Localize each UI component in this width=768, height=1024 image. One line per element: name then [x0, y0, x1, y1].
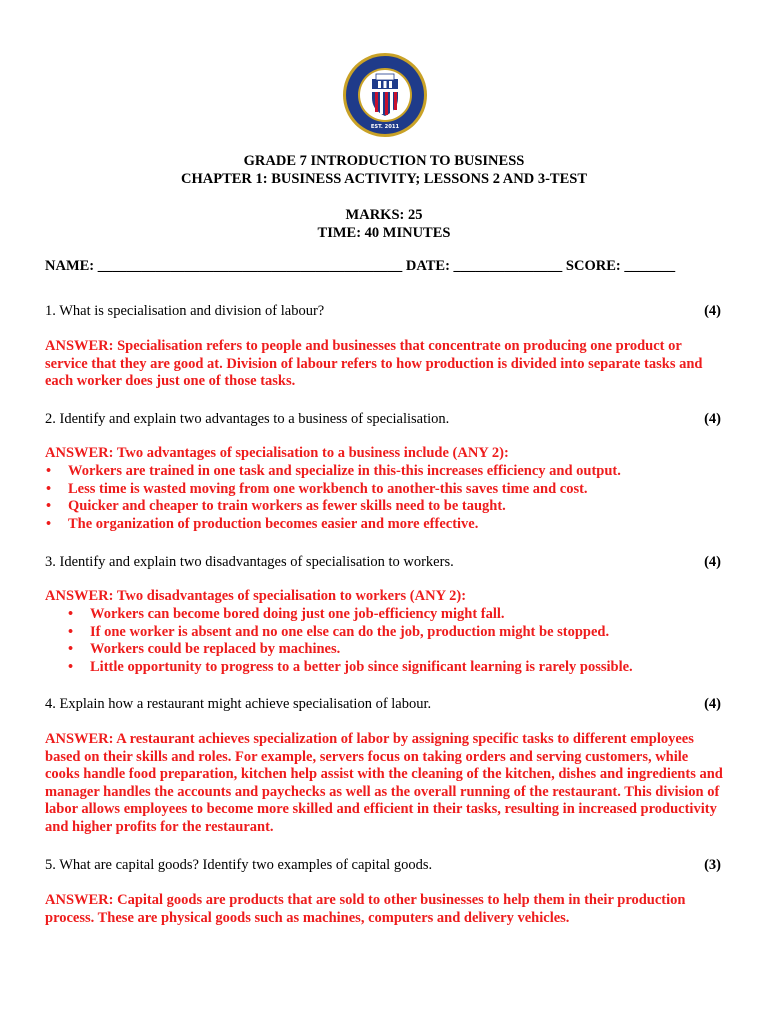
question-5 — [45, 856, 721, 874]
question-4-text: 4. Explain how a restaurant might achieve specialisation of labour. — [45, 696, 432, 712]
question-1-marks: (4) — [704, 303, 721, 319]
list-item: • Workers can become bored doing just one job-efficiency might fall. — [68, 606, 505, 622]
seal-text-bottom: EST. 2011 — [370, 124, 400, 130]
header-marks: MARKS: 25 — [345, 207, 423, 223]
bullet-icon: • — [68, 658, 74, 675]
question-4-marks: (4) — [704, 696, 721, 712]
answer-2-bullets — [46, 463, 621, 533]
question-1-text: 1. What is specialisation and division of labour? — [45, 303, 325, 319]
question-4 — [45, 695, 721, 713]
answer-4: ANSWER: A restaurant achieves specialization of labor by assigning specific tasks to different employees based on their skills and roles. For example, servers focus on taking orders and serving customers, while cooks handle food preparation, kitchen help assist with the cleaning of the kitchen, dishes and ingredients and manager handles the accounts and paychecks as well as the overall running of the restaurant. This division of labor allows employees to become more skilled and efficient in their tasks, resulting in increased productivity and higher profits for the restaurant. — [45, 731, 723, 835]
bullet-icon: • — [68, 606, 74, 622]
question-5-text: 5. What are capital goods? Identify two examples of capital goods. — [45, 857, 433, 873]
question-3 — [45, 553, 721, 571]
list-item: • If one worker is absent and no one else can do the job, production might be stopped. — [68, 623, 610, 640]
header-grade: GRADE 7 INTRODUCTION TO BUSINESS — [243, 153, 525, 169]
bullet-icon: • — [68, 641, 74, 658]
question-1 — [45, 302, 721, 320]
bullet-icon: • — [46, 498, 52, 515]
bullet-icon: • — [46, 463, 52, 479]
question-2-text: 2. Identify and explain two advantages to a business of specialisation. — [45, 411, 450, 427]
school-seal-logo — [342, 48, 497, 138]
list-item: • Quicker and cheaper to train workers as fewer skills need to be taught. — [46, 498, 506, 515]
list-item: • Workers are trained in one task and specialize in this-this increases efficiency and output. — [46, 463, 621, 479]
header-chapter: CHAPTER 1: BUSINESS ACTIVITY; LESSONS 2 AND 3-TEST — [181, 171, 587, 187]
question-2 — [45, 410, 721, 428]
question-5-marks: (3) — [704, 857, 721, 873]
answer-3-bullets — [68, 606, 633, 676]
question-3-text: 3. Identify and explain two disadvantages of specialisation to workers. — [45, 554, 454, 570]
list-item: • Little opportunity to progress to a better job since significant learning is rarely possible. — [68, 658, 633, 675]
list-item: • Less time is wasted moving from one workbench to another-this saves time and cost. — [46, 480, 588, 497]
name-date-score-line: NAME: __________________________________________ DATE: _______________ SCORE: _______ — [45, 258, 676, 274]
answer-2: ANSWER: Two advantages of specialisation to a business include (ANY 2): — [45, 445, 509, 461]
bullet-icon: • — [68, 623, 74, 640]
seal-text-top: AMERICAN STANDARD INTERNATIONAL SCHOOL — [342, 48, 497, 54]
list-item: • Workers could be replaced by machines. — [68, 641, 341, 658]
header-time: TIME: 40 MINUTES — [317, 225, 451, 241]
question-3-marks: (4) — [704, 554, 721, 570]
list-item: • The organization of production becomes easier and more effective. — [46, 515, 479, 532]
answer-3: ANSWER: Two disadvantages of specialisation to workers (ANY 2): — [45, 588, 467, 604]
bullet-icon: • — [46, 515, 52, 532]
answer-1: ANSWER: Specialisation refers to people and businesses that concentrate on producing one product or service that they are good at. Division of labour refers to how production is divided into separate tasks and each worker does just one of those tasks. — [45, 338, 703, 390]
question-2-marks: (4) — [704, 411, 721, 427]
bullet-icon: • — [46, 480, 52, 497]
answer-5: ANSWER: Capital goods are products that are sold to other businesses to help them in their production process. These are physical goods such as machines, computers and delivery vehicles. — [45, 892, 686, 926]
